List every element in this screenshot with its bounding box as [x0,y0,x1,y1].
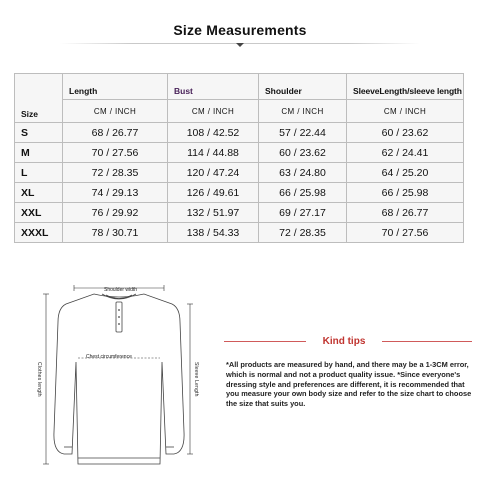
column-header-sleeve: SleeveLength/sleeve length [347,74,464,100]
bust-cell: 132 / 51.97 [168,203,259,223]
shoulder-cell: 69 / 27.17 [259,203,347,223]
bust-cell: 108 / 42.52 [168,123,259,143]
sleeve-cell: 64 / 25.20 [347,163,464,183]
table-row [15,183,464,203]
size-cell: XXL [15,203,63,223]
length-cell: 76 / 29.92 [63,203,168,223]
shirt-outline-icon [24,282,214,472]
column-header-bust: Bust [168,74,259,100]
shoulder-cell: 66 / 25.98 [259,183,347,203]
shoulder-cell: 63 / 24.80 [259,163,347,183]
shoulder-cell: 57 / 22.44 [259,123,347,143]
table-row [15,123,464,143]
sleeve-cell: 66 / 25.98 [347,183,464,203]
unit-cell: CM / INCH [259,100,347,123]
sleeve-cell: 68 / 26.77 [347,203,464,223]
unit-cell: CM / INCH [63,100,168,123]
unit-cell: CM / INCH [168,100,259,123]
shoulder-cell: 72 / 28.35 [259,223,347,243]
column-header-shoulder: Shoulder [259,74,347,100]
shoulder-cell: 60 / 23.62 [259,143,347,163]
table-row [15,143,464,163]
bust-cell: 114 / 44.88 [168,143,259,163]
unit-cell: CM / INCH [347,100,464,123]
bust-cell: 120 / 47.24 [168,163,259,183]
size-table [14,73,464,243]
length-cell: 72 / 28.35 [63,163,168,183]
page-title: Size Measurements [173,22,307,38]
table-row [15,203,464,223]
clothes-length-label: Clothes length [36,362,42,397]
shoulder-width-label: Shoulder width [104,287,138,293]
size-cell: XXXL [15,223,63,243]
length-cell: 68 / 26.77 [63,123,168,143]
length-cell: 70 / 27.56 [63,143,168,163]
measurement-diagram [24,282,214,472]
size-cell: XL [15,183,63,203]
table-row [15,163,464,183]
sleeve-length-label: Sleeve Length [193,362,199,397]
sleeve-cell: 62 / 24.41 [347,143,464,163]
size-cell: S [15,123,63,143]
bust-cell: 138 / 54.33 [168,223,259,243]
table-header-row [15,74,464,100]
size-cell: L [15,163,63,183]
sleeve-cell: 70 / 27.56 [347,223,464,243]
table-row [15,223,464,243]
units-row [15,100,464,123]
tips-text: *All products are measured by hand, and there may be a 1-3CM error, which is normal and not a product quality issue. *Since everyone's dressing style and preferences are different, it is recommended that you measure your own body size and refer to the size chart to choose the size that suits you. [226,360,472,409]
column-header-length: Length [63,74,168,100]
length-cell: 78 / 30.71 [63,223,168,243]
size-header: Size [15,74,63,123]
bust-cell: 126 / 49.61 [168,183,259,203]
size-cell: M [15,143,63,163]
title-arrow-icon [236,43,244,47]
chest-circumference-label: Chest circumference [86,354,132,360]
length-cell: 74 / 29.13 [63,183,168,203]
sleeve-cell: 60 / 23.62 [347,123,464,143]
tips-title: Kind tips [306,336,382,347]
